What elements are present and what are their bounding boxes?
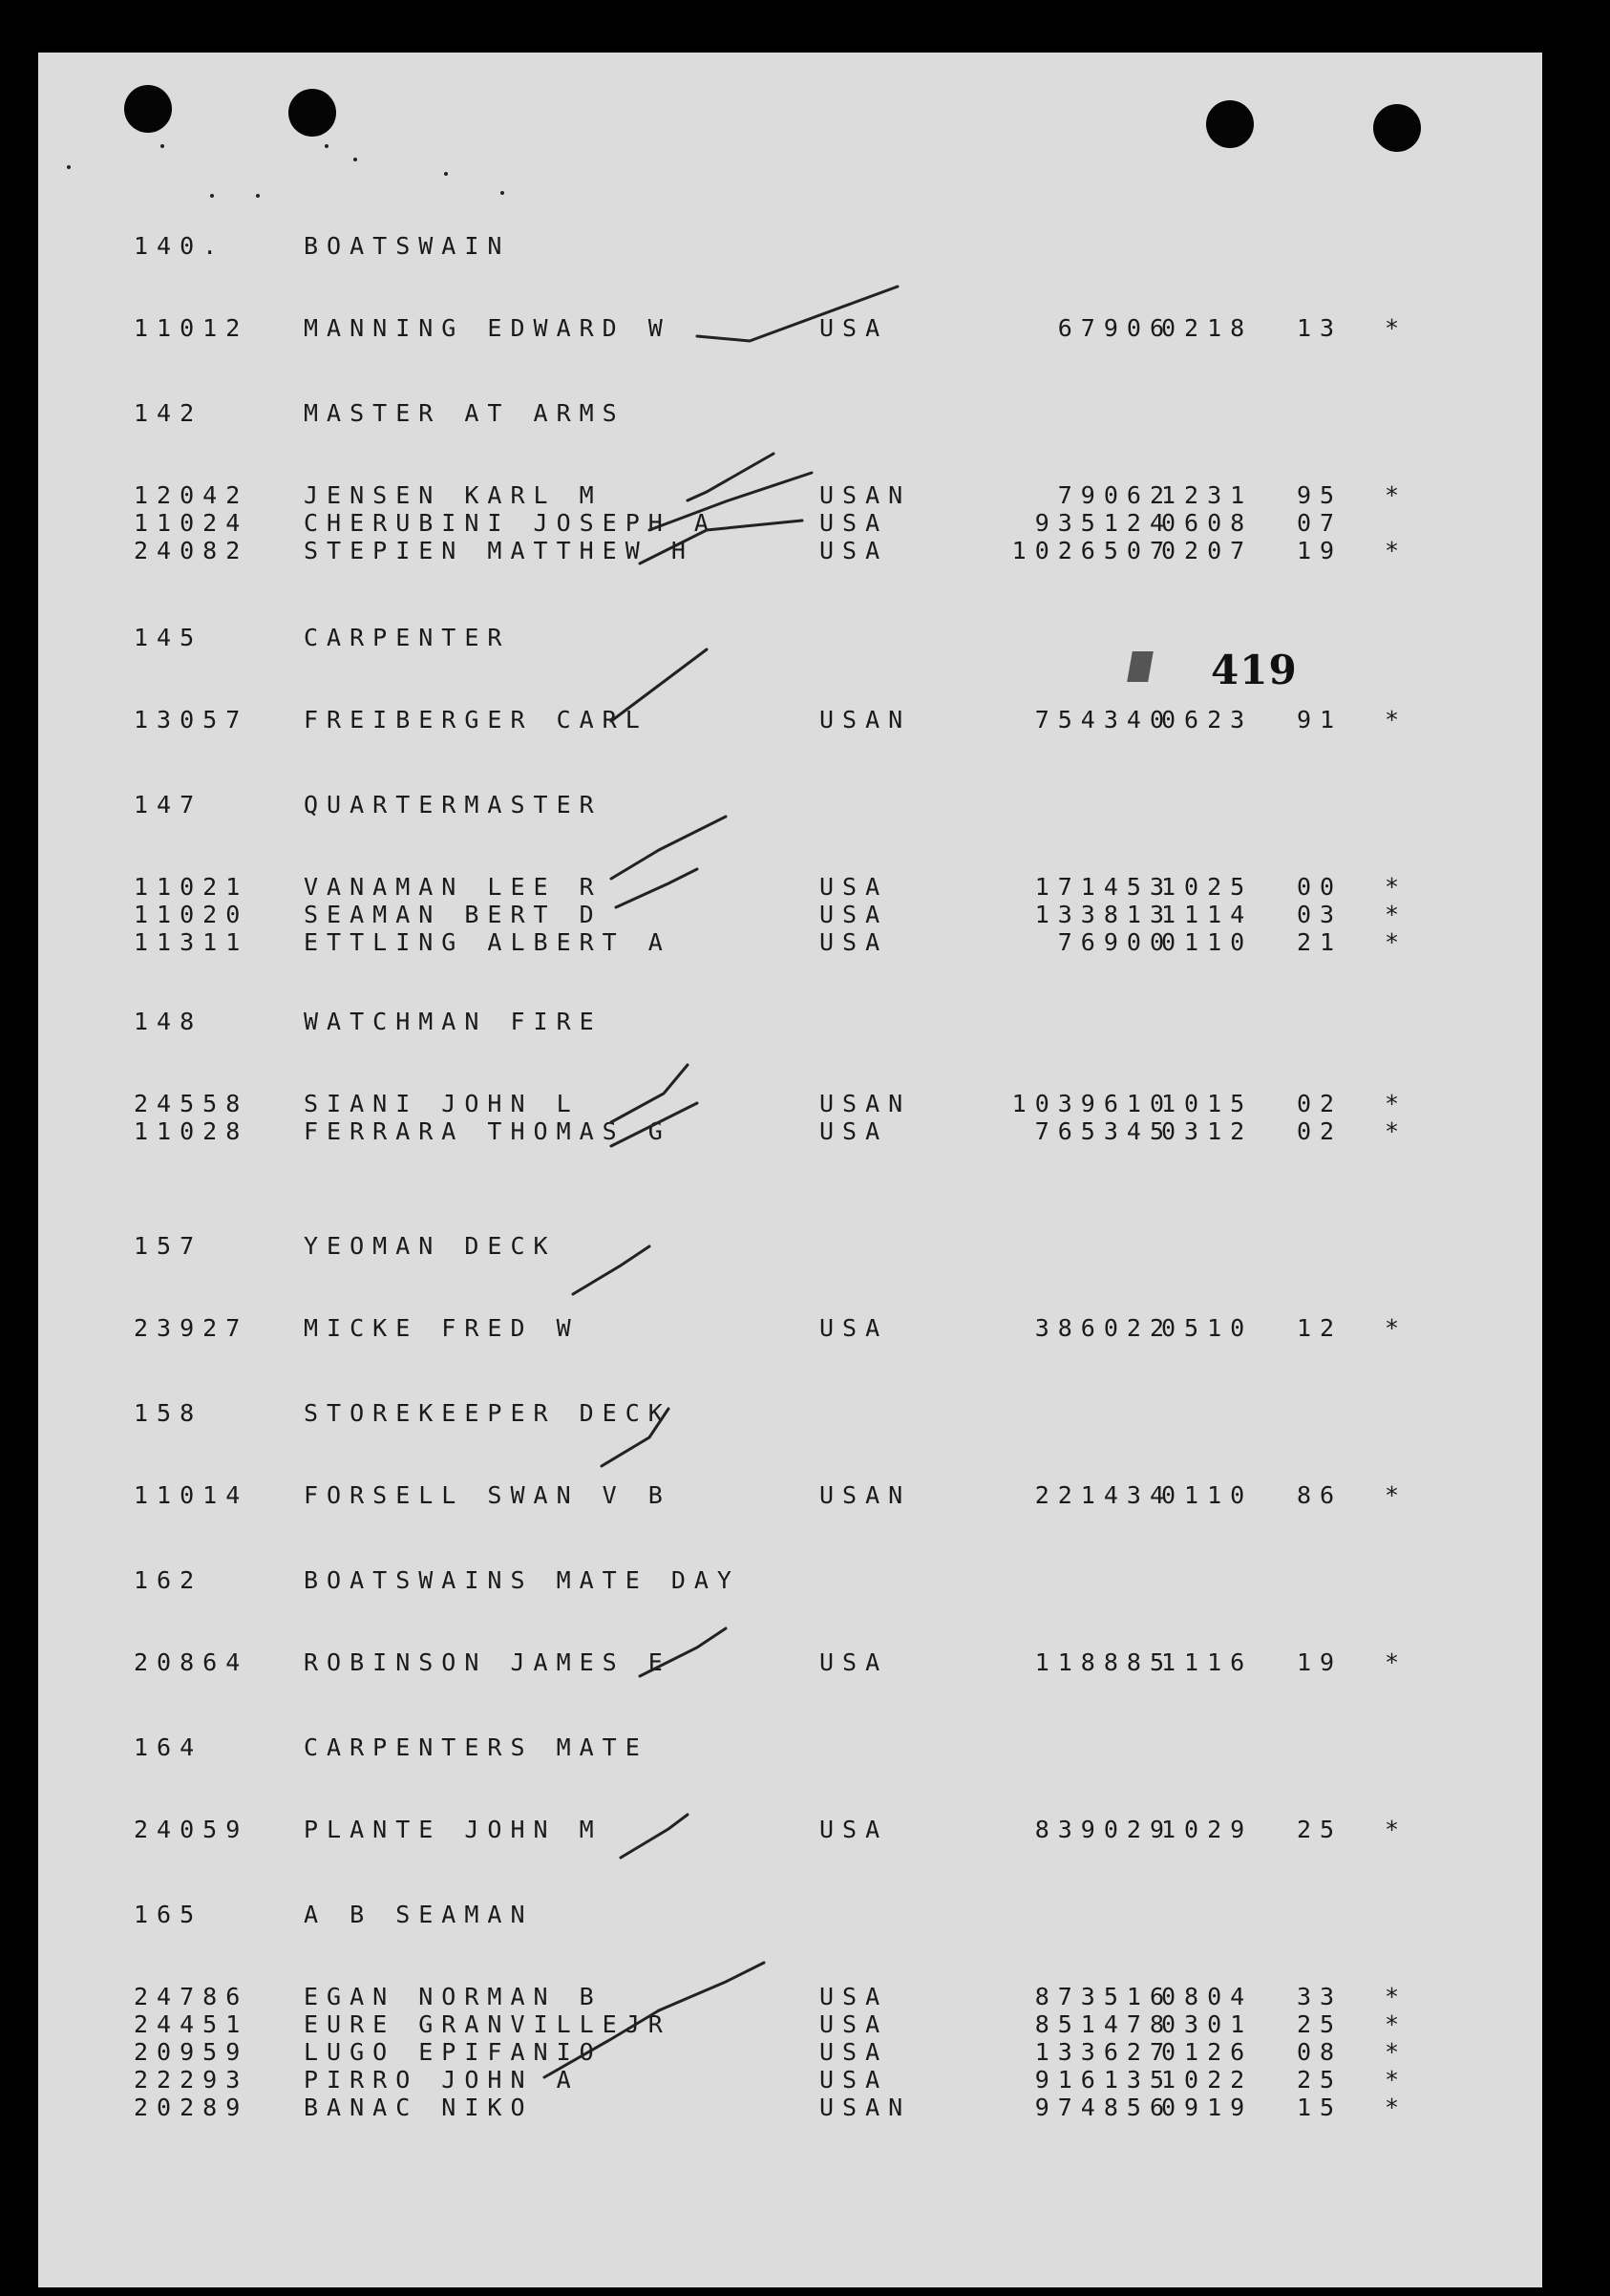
crew-value: 33 [1297,1983,1344,2010]
crew-nationality: USA [819,509,889,537]
crew-row [38,1090,1542,1118]
crew-id: 11024 [134,509,249,537]
crew-number: 765345 [1034,1117,1173,1145]
crew-date: 0804 [1161,1983,1254,2010]
crew-row [38,1481,1542,1510]
speck [353,158,357,161]
crew-nationality: USA [819,2066,889,2094]
crew-date: 0919 [1161,2094,1254,2121]
crew-mark: * [1385,706,1409,733]
crew-value: 12 [1297,1314,1344,1342]
crew-value: 00 [1297,873,1344,901]
crew-number: 916135 [1034,2066,1173,2094]
crew-value: 15 [1297,2094,1344,2121]
crew-date: 1114 [1161,901,1254,928]
crew-nationality: USA [819,314,889,342]
crew-name: MICKE FRED W [304,1314,580,1342]
section-header [38,232,1542,261]
crew-mark: * [1385,901,1409,928]
section-code: 142 [134,399,203,427]
crew-mark: * [1385,537,1409,564]
crew-row [38,1117,1542,1146]
crew-value: 13 [1297,314,1344,342]
punch-hole-left-2 [288,89,336,137]
speck [325,144,328,148]
crew-value: 19 [1297,537,1344,564]
crew-date: 1231 [1161,481,1254,509]
crew-row [38,873,1542,902]
section-code: 164 [134,1733,203,1761]
section-header [38,1232,1542,1261]
crew-name: EGAN NORMAN B [304,1983,603,2010]
crew-mark: * [1385,1314,1409,1342]
crew-mark: * [1385,2066,1409,2094]
crew-nationality: USAN [819,706,912,733]
crew-row [38,1314,1542,1343]
crew-id: 12042 [134,481,249,509]
crew-name: ETTLING ALBERT A [304,928,671,956]
crew-value: 08 [1297,2038,1344,2066]
crew-date: 1029 [1161,1816,1254,1843]
section-code: 162 [134,1566,203,1594]
page-stamp-number: 419 [1211,647,1298,693]
crew-id: 11311 [134,928,249,956]
crew-nationality: USA [819,2010,889,2038]
pen-check-marks [38,53,1542,2287]
crew-mark: * [1385,928,1409,956]
crew-number: 873516 [1034,1983,1173,2010]
punch-hole-left-1 [124,85,172,133]
speck [444,172,448,176]
crew-nationality: USAN [819,1090,912,1117]
crew-id: 13057 [134,706,249,733]
crew-value: 25 [1297,2010,1344,2038]
crew-value: 86 [1297,1481,1344,1509]
section-code: 145 [134,624,203,651]
speck [160,144,164,148]
crew-name: STEPIEN MATTHEW H [304,537,694,564]
crew-number: 118885 [1034,1648,1173,1676]
crew-nationality: USA [819,1117,889,1145]
crew-value: 19 [1297,1648,1344,1676]
section-code: 158 [134,1399,203,1427]
crew-value: 02 [1297,1117,1344,1145]
crew-row [38,537,1542,565]
section-header [38,399,1542,428]
crew-id: 24558 [134,1090,249,1117]
crew-name: CHERUBINI JOSEPH A [304,509,717,537]
crew-name: FORSELL SWAN V B [304,1481,671,1509]
crew-row [38,2010,1542,2039]
crew-number: 851478 [1034,2010,1173,2038]
crew-number: 839029 [1034,1816,1173,1843]
crew-number: 133813 [1034,901,1173,928]
crew-number: 133627 [1034,2038,1173,2066]
section-code: 157 [134,1232,203,1260]
section-code: 147 [134,791,203,818]
crew-number: 974856 [1034,2094,1173,2121]
crew-date: 0110 [1161,928,1254,956]
crew-mark: * [1385,2038,1409,2066]
crew-value: 25 [1297,2066,1344,2094]
crew-value: 07 [1297,509,1344,537]
crew-row [38,1648,1542,1677]
crew-value: 21 [1297,928,1344,956]
crew-date: 1022 [1161,2066,1254,2094]
crew-row [38,2066,1542,2094]
section-code: 165 [134,1901,203,1928]
crew-nationality: USA [819,1314,889,1342]
crew-name: FREIBERGER CARL [304,706,648,733]
section-title: A B SEAMAN [304,1901,534,1928]
crew-mark: * [1385,2094,1409,2121]
crew-number: 1026507 [1011,537,1173,564]
section-title: MASTER AT ARMS [304,399,625,427]
section-title: STOREKEEPER DECK [304,1399,671,1427]
crew-row [38,706,1542,734]
crew-nationality: USA [819,873,889,901]
speck [210,194,214,198]
crew-id: 11014 [134,1481,249,1509]
crew-date: 0301 [1161,2010,1254,2038]
section-header [38,1399,1542,1428]
section-code: 148 [134,1008,203,1035]
crew-value: 25 [1297,1816,1344,1843]
crew-number: 79062 [1057,481,1173,509]
crew-id: 24082 [134,537,249,564]
crew-name: PLANTE JOHN M [304,1816,603,1843]
speck [67,165,71,169]
crew-id: 22293 [134,2066,249,2094]
stamp-smudge [1127,651,1154,682]
section-header [38,791,1542,819]
crew-row [38,928,1542,957]
crew-name: ROBINSON JAMES E [304,1648,671,1676]
crew-value: 02 [1297,1090,1344,1117]
crew-date: 0126 [1161,2038,1254,2066]
crew-id: 20959 [134,2038,249,2066]
crew-value: 95 [1297,481,1344,509]
crew-nationality: USA [819,2038,889,2066]
crew-number: 754340 [1034,706,1173,733]
crew-number: 935124 [1034,509,1173,537]
section-header [38,624,1542,652]
crew-name: FERRARA THOMAS G [304,1117,671,1145]
section-header [38,1566,1542,1595]
section-title: BOATSWAIN [304,232,511,260]
crew-name: SIANI JOHN L [304,1090,580,1117]
crew-mark: * [1385,1648,1409,1676]
crew-date: 1116 [1161,1648,1254,1676]
crew-date: 0110 [1161,1481,1254,1509]
crew-nationality: USA [819,928,889,956]
crew-row [38,1816,1542,1844]
crew-nationality: USA [819,1816,889,1843]
crew-name: LUGO EPIFANIO [304,2038,603,2066]
section-header [38,1901,1542,1929]
crew-date: 0207 [1161,537,1254,564]
crew-date: 1015 [1161,1090,1254,1117]
crew-row [38,2038,1542,2067]
speck [500,191,504,195]
crew-id: 11021 [134,873,249,901]
crew-date: 0623 [1161,706,1254,733]
crew-date: 1025 [1161,873,1254,901]
crew-mark: * [1385,1117,1409,1145]
section-title: BOATSWAINS MATE DAY [304,1566,740,1594]
crew-name: BANAC NIKO [304,2094,534,2121]
crew-date: 0608 [1161,509,1254,537]
crew-number: 221434 [1034,1481,1173,1509]
section-title: CARPENTER [304,624,511,651]
crew-name: VANAMAN LEE R [304,873,603,901]
crew-mark: * [1385,1090,1409,1117]
crew-date: 0510 [1161,1314,1254,1342]
crew-nationality: USA [819,537,889,564]
crew-id: 24451 [134,2010,249,2038]
section-title: QUARTERMASTER [304,791,603,818]
crew-id: 20289 [134,2094,249,2121]
crew-id: 11020 [134,901,249,928]
crew-mark: * [1385,1983,1409,2010]
crew-number: 171453 [1034,873,1173,901]
crew-number: 386022 [1034,1314,1173,1342]
crew-row [38,901,1542,929]
crew-id: 20864 [134,1648,249,1676]
crew-nationality: USA [819,901,889,928]
crew-mark: * [1385,314,1409,342]
crew-nationality: USA [819,1983,889,2010]
crew-name: JENSEN KARL M [304,481,603,509]
check-mark [611,817,726,879]
section-title: YEOMAN DECK [304,1232,557,1260]
crew-row [38,1983,1542,2011]
document-page [38,53,1542,2287]
crew-row [38,509,1542,538]
crew-nationality: USAN [819,2094,912,2121]
crew-id: 23927 [134,1314,249,1342]
crew-nationality: USAN [819,481,912,509]
crew-id: 24786 [134,1983,249,2010]
crew-nationality: USAN [819,1481,912,1509]
punch-hole-right-2 [1373,104,1421,152]
crew-row [38,2094,1542,2122]
crew-id: 11028 [134,1117,249,1145]
crew-name: EURE GRANVILLEJR [304,2010,671,2038]
crew-mark: * [1385,1481,1409,1509]
crew-nationality: USA [819,1648,889,1676]
punch-hole-right-1 [1206,100,1254,148]
crew-number: 76900 [1057,928,1173,956]
crew-mark: * [1385,2010,1409,2038]
crew-value: 91 [1297,706,1344,733]
crew-id: 24059 [134,1816,249,1843]
section-header [38,1733,1542,1762]
crew-id: 11012 [134,314,249,342]
crew-row [38,314,1542,343]
crew-date: 0312 [1161,1117,1254,1145]
crew-row [38,481,1542,510]
crew-mark: * [1385,873,1409,901]
crew-number: 1039610 [1011,1090,1173,1117]
section-title: WATCHMAN FIRE [304,1008,603,1035]
crew-mark: * [1385,1816,1409,1843]
section-code: 140. [134,232,226,260]
crew-name: MANNING EDWARD W [304,314,671,342]
crew-name: SEAMAN BERT D [304,901,603,928]
section-header [38,1008,1542,1036]
crew-number: 67906 [1057,314,1173,342]
crew-mark: * [1385,481,1409,509]
crew-value: 03 [1297,901,1344,928]
crew-date: 0218 [1161,314,1254,342]
crew-name: PIRRO JOHN A [304,2066,580,2094]
section-title: CARPENTERS MATE [304,1733,648,1761]
speck [256,194,260,198]
